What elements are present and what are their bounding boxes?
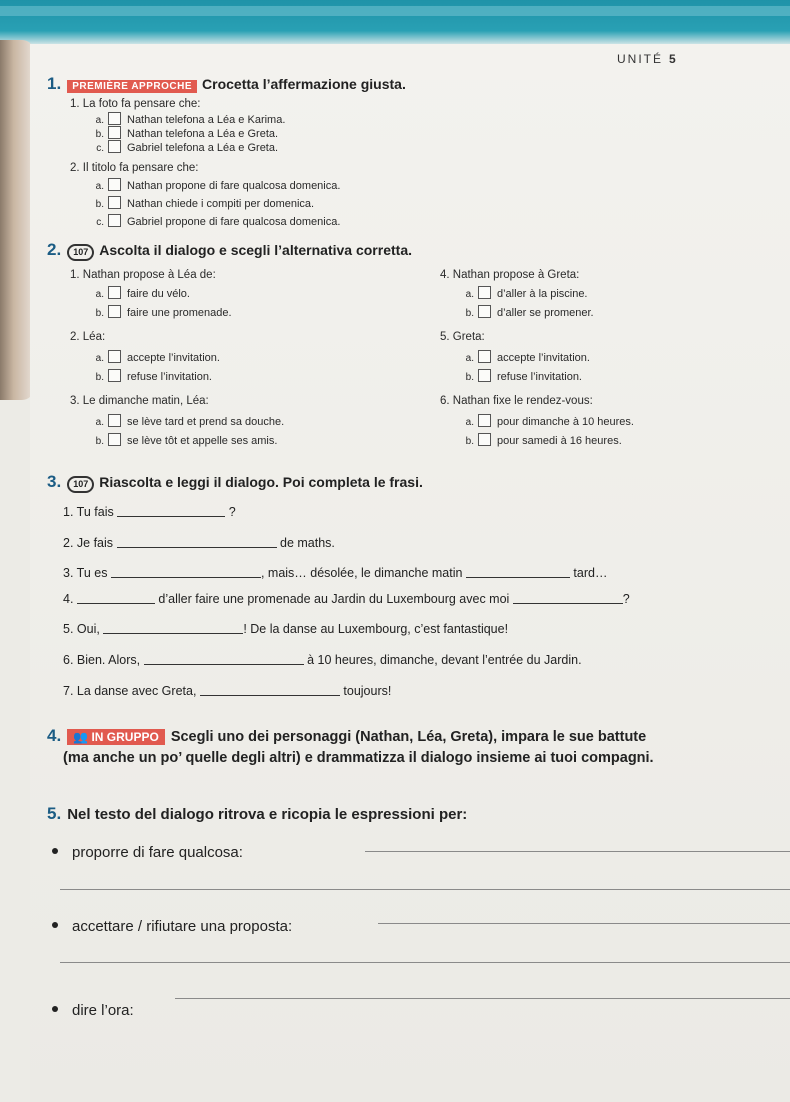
ex3-sentence-7 bbox=[63, 684, 391, 698]
option-text: faire du vélo. bbox=[127, 288, 190, 300]
ex1-instruction: Crocetta l’affermazione giusta. bbox=[202, 76, 406, 92]
sentence-text: ? bbox=[228, 505, 236, 519]
option-letter: a. bbox=[95, 115, 104, 126]
ex2-q3-a bbox=[90, 414, 284, 428]
ex4-line2: (ma anche un po’ quelle degli altri) e drammatizza il dialogo insieme ai tuoi compagni. bbox=[63, 750, 654, 766]
ex2-instruction: Ascolta il dialogo e scegli l’alternativa corretta. bbox=[99, 242, 412, 258]
ex2-q6-a bbox=[460, 414, 634, 428]
checkbox[interactable] bbox=[478, 414, 491, 427]
ex5-bullet-1 bbox=[52, 844, 243, 861]
ex2-q2: 2. Léa: bbox=[70, 331, 106, 343]
checkbox[interactable] bbox=[108, 126, 121, 139]
sentence-text: , mais… désolée, le dimanche matin bbox=[260, 566, 463, 580]
option-letter: b. bbox=[95, 129, 104, 140]
photo-edge bbox=[0, 40, 34, 400]
ex5-bullet-3 bbox=[52, 1002, 134, 1019]
ex2-q1-b bbox=[90, 305, 232, 319]
option-letter: c. bbox=[96, 217, 104, 228]
option-letter: b. bbox=[465, 436, 474, 447]
ex3-heading bbox=[47, 472, 423, 493]
group-badge bbox=[67, 729, 165, 745]
ex2-heading bbox=[47, 240, 412, 261]
option-text: refuse l’invitation. bbox=[497, 371, 582, 383]
ex2-q2-a bbox=[90, 350, 220, 364]
option-text: Gabriel telefona a Léa e Greta. bbox=[127, 142, 279, 154]
ex2-q6: 6. Nathan fixe le rendez-vous: bbox=[440, 395, 593, 407]
ex1-q1: 1. La foto fa pensare che: bbox=[70, 98, 201, 110]
ex2-q3: 3. Le dimanche matin, Léa: bbox=[70, 395, 209, 407]
option-text: accepte l’invitation. bbox=[497, 352, 590, 364]
checkbox[interactable] bbox=[108, 305, 121, 318]
ex2-q5: 5. Greta: bbox=[440, 331, 485, 343]
ex1-badge: PREMIÈRE APPROCHE bbox=[67, 80, 197, 93]
ex5-number: 5. bbox=[47, 804, 62, 823]
bullet-dot bbox=[52, 848, 58, 854]
option-letter: a. bbox=[95, 289, 104, 300]
writing-line[interactable] bbox=[175, 998, 790, 999]
ex3-sentence-3 bbox=[63, 566, 607, 580]
sentence-text: tard… bbox=[573, 566, 608, 580]
option-text: Nathan telefona a Léa e Greta. bbox=[127, 128, 279, 140]
ex2-q2-b bbox=[90, 369, 212, 383]
sentence-text: ? bbox=[622, 592, 630, 606]
checkbox[interactable] bbox=[478, 305, 491, 318]
ex1-q2: 2. Il titolo fa pensare che: bbox=[70, 162, 199, 174]
checkbox[interactable] bbox=[108, 286, 121, 299]
ex2-q1: 1. Nathan propose à Léa de: bbox=[70, 269, 216, 281]
answer-blank[interactable] bbox=[144, 664, 304, 665]
option-text: Gabriel propone di fare qualcosa domenica. bbox=[127, 216, 341, 228]
checkbox[interactable] bbox=[108, 112, 121, 125]
option-letter: b. bbox=[95, 436, 104, 447]
ex5-bullet-2 bbox=[52, 918, 292, 935]
bullet-text: dire l’ora: bbox=[72, 1002, 134, 1019]
audio-track-icon[interactable]: 107 bbox=[67, 476, 94, 493]
checkbox[interactable] bbox=[108, 214, 121, 227]
ex2-q5-b bbox=[460, 369, 582, 383]
ex3-sentence-5 bbox=[63, 622, 508, 636]
answer-blank[interactable] bbox=[200, 695, 340, 696]
ex1-q1-a bbox=[90, 112, 285, 126]
sentence-text: à 10 heures, dimanche, devant l’entrée du Jardin. bbox=[307, 653, 582, 667]
option-letter: b. bbox=[465, 372, 474, 383]
checkbox[interactable] bbox=[478, 433, 491, 446]
answer-blank[interactable] bbox=[117, 547, 277, 548]
answer-blank[interactable] bbox=[103, 633, 243, 634]
ex2-number: 2. bbox=[47, 240, 62, 259]
ex3-sentence-1 bbox=[63, 505, 236, 519]
ex2-q4: 4. Nathan propose à Greta: bbox=[440, 269, 580, 281]
group-icon: 👥 bbox=[73, 730, 92, 744]
ex1-heading bbox=[47, 74, 406, 94]
option-letter: a. bbox=[465, 289, 474, 300]
bullet-dot bbox=[52, 1006, 58, 1012]
option-letter: b. bbox=[95, 308, 104, 319]
option-text: refuse l’invitation. bbox=[127, 371, 212, 383]
ex3-number: 3. bbox=[47, 472, 62, 491]
option-text: Nathan telefona a Léa e Karima. bbox=[127, 114, 286, 126]
answer-blank[interactable] bbox=[117, 516, 225, 517]
bullet-text: proporre di fare qualcosa: bbox=[72, 844, 243, 861]
ex2-q1-a bbox=[90, 286, 190, 300]
unit-label: UNITÉ bbox=[617, 52, 663, 66]
option-text: se lève tôt et appelle ses amis. bbox=[127, 435, 278, 447]
banner-stripe bbox=[0, 6, 790, 16]
sentence-text: d’aller faire une promenade au Jardin du Luxembourg avec moi bbox=[158, 592, 510, 606]
option-letter: a. bbox=[95, 353, 104, 364]
group-badge-label: IN GRUPPO bbox=[91, 730, 159, 744]
checkbox[interactable] bbox=[478, 350, 491, 363]
option-text: faire une promenade. bbox=[127, 307, 232, 319]
ex1-q2-c bbox=[90, 214, 340, 228]
unit-header bbox=[617, 52, 678, 66]
ex3-sentence-6 bbox=[63, 653, 582, 667]
option-letter: c. bbox=[96, 143, 104, 154]
sentence-text: 5. Oui, bbox=[63, 622, 100, 636]
checkbox[interactable] bbox=[108, 433, 121, 446]
option-letter: b. bbox=[95, 199, 104, 210]
writing-line[interactable] bbox=[60, 889, 790, 890]
answer-blank[interactable] bbox=[111, 577, 261, 578]
option-letter: b. bbox=[465, 308, 474, 319]
bullet-text: accettare / rifiutare una proposta: bbox=[72, 918, 293, 935]
ex5-heading bbox=[47, 804, 467, 824]
sentence-text: 2. Je fais bbox=[63, 536, 114, 550]
option-text: Nathan propone di fare qualcosa domenica. bbox=[127, 180, 341, 192]
unit-number: 5 bbox=[669, 52, 678, 66]
writing-line[interactable] bbox=[365, 851, 790, 852]
ex3-instruction: Riascolta e leggi il dialogo. Poi completa le frasi. bbox=[99, 474, 423, 490]
audio-track-icon[interactable]: 107 bbox=[67, 244, 94, 261]
ex3-sentence-4 bbox=[63, 592, 630, 606]
option-letter: b. bbox=[95, 372, 104, 383]
ex1-q1-c bbox=[90, 140, 278, 154]
ex2-q3-b bbox=[90, 433, 277, 447]
ex2-q4-a bbox=[460, 286, 588, 300]
ex1-q2-b bbox=[90, 196, 314, 210]
ex2-q6-b bbox=[460, 433, 622, 447]
option-text: d’aller se promener. bbox=[497, 307, 594, 319]
checkbox[interactable] bbox=[108, 414, 121, 427]
ex4-heading bbox=[47, 726, 646, 746]
top-banner bbox=[0, 0, 790, 44]
sentence-text: toujours! bbox=[343, 684, 392, 698]
checkbox[interactable] bbox=[478, 286, 491, 299]
checkbox[interactable] bbox=[108, 178, 121, 191]
ex1-number: 1. bbox=[47, 74, 62, 93]
option-letter: a. bbox=[465, 353, 474, 364]
option-text: accepte l’invitation. bbox=[127, 352, 220, 364]
option-text: se lève tard et prend sa douche. bbox=[127, 416, 285, 428]
checkbox[interactable] bbox=[108, 350, 121, 363]
ex5-instruction: Nel testo del dialogo ritrova e ricopia le espressioni per: bbox=[67, 806, 468, 823]
sentence-text: 4. bbox=[63, 592, 74, 606]
ex1-q2-a bbox=[90, 178, 340, 192]
sentence-text: 1. Tu fais bbox=[63, 505, 114, 519]
option-text: Nathan chiede i compiti per domenica. bbox=[127, 198, 315, 210]
sentence-text: ! De la danse au Luxembourg, c’est fantastique! bbox=[243, 622, 509, 636]
ex4-number: 4. bbox=[47, 726, 62, 745]
answer-blank[interactable] bbox=[77, 603, 155, 604]
answer-blank[interactable] bbox=[513, 603, 623, 604]
option-letter: a. bbox=[465, 417, 474, 428]
option-text: pour samedi à 16 heures. bbox=[497, 435, 622, 447]
sentence-text: 7. La danse avec Greta, bbox=[63, 684, 197, 698]
checkbox[interactable] bbox=[478, 369, 491, 382]
checkbox[interactable] bbox=[108, 196, 121, 209]
ex4-line1: Scegli uno dei personaggi (Nathan, Léa, Greta), impara le sue battute bbox=[170, 729, 647, 745]
option-text: d’aller à la piscine. bbox=[497, 288, 588, 300]
checkbox[interactable] bbox=[108, 369, 121, 382]
sentence-text: de maths. bbox=[280, 536, 335, 550]
sentence-text: 3. Tu es bbox=[63, 566, 108, 580]
checkbox[interactable] bbox=[108, 140, 121, 153]
option-letter: a. bbox=[95, 417, 104, 428]
ex3-sentence-2 bbox=[63, 536, 335, 550]
ex2-q4-b bbox=[460, 305, 594, 319]
writing-line[interactable] bbox=[60, 962, 790, 963]
ex2-q5-a bbox=[460, 350, 590, 364]
bullet-dot bbox=[52, 922, 58, 928]
sentence-text: 6. Bien. Alors, bbox=[63, 653, 141, 667]
answer-blank[interactable] bbox=[466, 577, 570, 578]
option-letter: a. bbox=[95, 181, 104, 192]
option-text: pour dimanche à 10 heures. bbox=[497, 416, 634, 428]
ex1-q1-b bbox=[90, 126, 278, 140]
writing-line[interactable] bbox=[378, 923, 790, 924]
